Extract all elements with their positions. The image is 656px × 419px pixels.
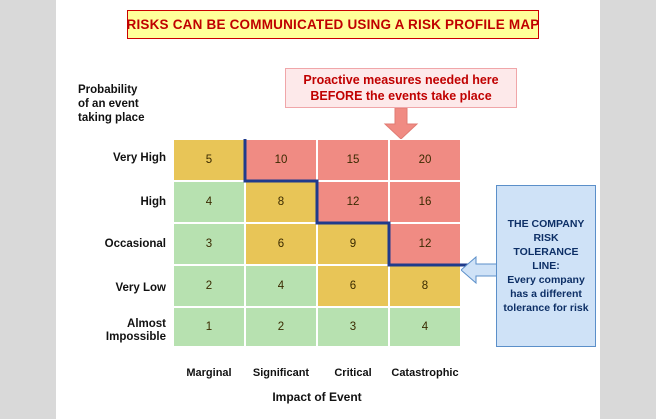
matrix-cell[interactable]: 3 [317, 307, 389, 347]
y-axis-label-line-1: Probability [78, 84, 138, 96]
risk-matrix [173, 139, 461, 347]
left-arrow-icon [461, 255, 499, 285]
y-axis-label-line-3: taking place [78, 112, 145, 124]
matrix-cell[interactable]: 15 [317, 139, 389, 181]
down-arrow-icon [383, 108, 419, 140]
matrix-cell[interactable]: 4 [245, 265, 317, 307]
matrix-cell[interactable]: 6 [245, 223, 317, 265]
column-label-critical: Critical [334, 367, 372, 379]
tolerance-heading-1: THE COMPANY [507, 218, 585, 230]
proactive-measures-callout [285, 68, 517, 108]
matrix-cell[interactable]: 12 [389, 223, 461, 265]
tolerance-heading-2: RISK TOLERANCE [513, 232, 579, 258]
matrix-cell[interactable]: 1 [173, 307, 245, 347]
proactive-callout-line-2: BEFORE the events take place [310, 89, 492, 103]
tolerance-body-1: Every company [507, 274, 585, 286]
x-axis-label: Impact of Event [272, 390, 362, 404]
row-label-very-low: Very Low [115, 282, 166, 294]
matrix-cell[interactable]: 4 [389, 307, 461, 347]
slide-canvas [56, 0, 600, 419]
row-label-very-high: Very High [112, 152, 166, 164]
y-axis-label [78, 83, 178, 125]
matrix-cell[interactable]: 3 [173, 223, 245, 265]
matrix-cell[interactable]: 16 [389, 181, 461, 223]
matrix-cell[interactable]: 4 [173, 181, 245, 223]
row-label-high: High [140, 196, 166, 208]
matrix-cell[interactable]: 8 [389, 265, 461, 307]
matrix-cell[interactable]: 20 [389, 139, 461, 181]
tolerance-body-3: tolerance for risk [503, 302, 589, 314]
row-label-almost-impossible-line-2: Impossible [105, 331, 166, 343]
row-label-occasional: Occasional [104, 238, 166, 250]
proactive-callout-line-1: Proactive measures needed here [303, 73, 499, 87]
column-label-significant: Significant [252, 367, 310, 379]
matrix-cell[interactable]: 9 [317, 223, 389, 265]
page-title: RISKS CAN BE COMMUNICATED USING A RISK PROFILE MAP [126, 17, 540, 32]
matrix-cell[interactable]: 2 [173, 265, 245, 307]
column-label-marginal: Marginal [186, 367, 232, 379]
matrix-cell[interactable]: 2 [245, 307, 317, 347]
matrix-cell[interactable]: 12 [317, 181, 389, 223]
title-banner [127, 10, 539, 39]
matrix-cell[interactable]: 5 [173, 139, 245, 181]
matrix-cell[interactable]: 8 [245, 181, 317, 223]
risk-tolerance-callout [496, 185, 596, 347]
row-label-almost-impossible [66, 318, 166, 344]
matrix-cell[interactable]: 6 [317, 265, 389, 307]
tolerance-heading-3: LINE: [532, 260, 560, 272]
y-axis-label-line-2: of an event [78, 98, 139, 110]
column-label-catastrophic: Catastrophic [391, 367, 459, 379]
tolerance-body-2: has a different [510, 288, 582, 300]
row-label-almost-impossible-line-1: Almost [127, 318, 166, 330]
matrix-cell[interactable]: 10 [245, 139, 317, 181]
